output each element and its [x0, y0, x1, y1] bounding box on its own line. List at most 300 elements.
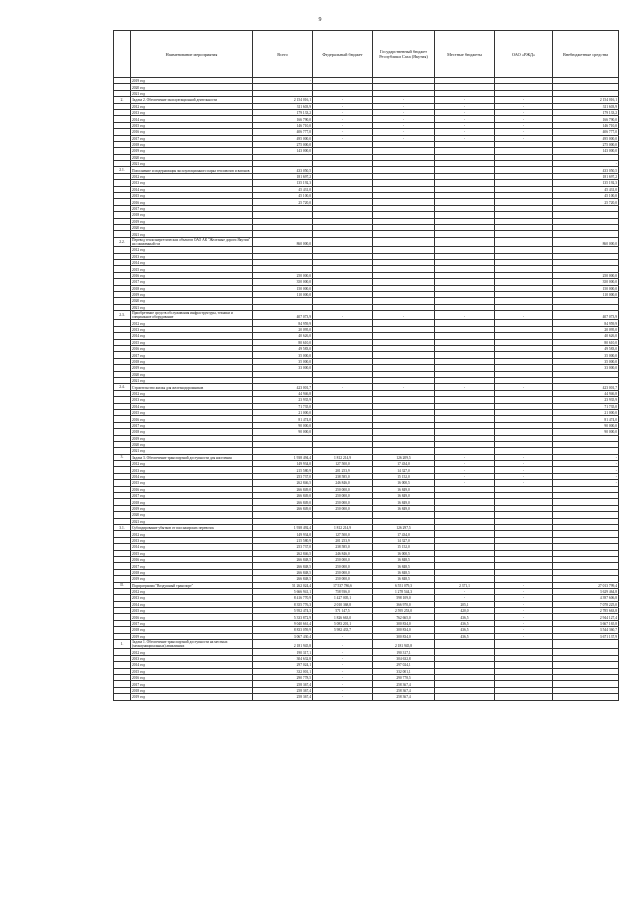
- cell-rzd: -: [495, 473, 553, 479]
- cell-republic: 300 834,0: [373, 620, 435, 626]
- cell-total: 84 959,9: [253, 320, 313, 326]
- cell-extra: 7 078 225,0: [553, 601, 619, 607]
- cell-federal: -: [313, 681, 373, 687]
- cell-extra: 181 697,2: [553, 173, 619, 179]
- cell-extra: 407 073,9: [553, 311, 619, 320]
- cell-rzd: -: [495, 454, 553, 460]
- cell-extra: 275 000,0: [553, 141, 619, 147]
- cell-name: 2015 год: [131, 266, 253, 272]
- cell-republic: 16 849,0: [373, 486, 435, 492]
- table-row: [114, 237, 619, 246]
- cell-federal: 246 846,0: [313, 550, 373, 556]
- cell-local: 436,5: [435, 627, 495, 633]
- cell-name: 2014 год: [131, 333, 253, 339]
- cell-name: Перевод теплоэнергетических объектов ОАО АК "Железные дороги Якутии" на сжиженный газ: [131, 237, 253, 246]
- cell-rzd: -: [495, 384, 553, 390]
- cell-number: 1.: [114, 640, 131, 649]
- cell-number: 2.1.: [114, 167, 131, 173]
- cell-extra: 20 095,0: [553, 326, 619, 332]
- cell-name: 2012 год: [131, 461, 253, 467]
- cell-name: 2020 год: [131, 298, 253, 304]
- cell-extra: 33 000,0: [553, 365, 619, 371]
- cell-total: 8 416 770,9: [253, 595, 313, 601]
- cell-extra: 2 785 663,8: [553, 608, 619, 614]
- cell-republic: 16 000,5: [373, 550, 435, 556]
- cell-name: 2021 год: [131, 518, 253, 524]
- cell-total: 495 000,0: [253, 135, 313, 141]
- cell-federal: -: [313, 674, 373, 680]
- cell-republic: -: [373, 384, 435, 390]
- cell-name: 2015 год: [131, 409, 253, 415]
- cell-name: 2020 год: [131, 371, 253, 377]
- cell-republic: 6 551 079,3: [373, 582, 435, 588]
- header-rzd: ОАО «РЖД»: [495, 31, 553, 78]
- cell-name: 2015 год: [131, 608, 253, 614]
- cell-federal: -: [313, 384, 373, 390]
- cell-rzd: -: [495, 480, 553, 486]
- cell-total: 90 000,0: [253, 422, 313, 428]
- cell-number: 2.: [114, 97, 131, 103]
- cell-name: Строительство жилья для железнодорожников: [131, 384, 253, 390]
- cell-number: 2.2.: [114, 237, 131, 246]
- page-number: 9: [318, 17, 322, 23]
- cell-rzd: -: [495, 97, 553, 103]
- cell-republic: 126 297,5: [373, 524, 435, 530]
- cell-extra: -: [553, 161, 619, 167]
- cell-total: 5 666 941,1: [253, 588, 313, 594]
- cell-republic: 126 209,5: [373, 454, 435, 460]
- cell-total: 860 000,0: [253, 237, 313, 246]
- cell-total: 166 790,0: [253, 116, 313, 122]
- cell-name: 2014 год: [131, 259, 253, 265]
- cell-rzd: [495, 640, 553, 649]
- cell-name: 2017 год: [131, 422, 253, 428]
- cell-name: 2017 год: [131, 493, 253, 499]
- cell-federal: -: [313, 694, 373, 700]
- cell-federal: 246 846,0: [313, 480, 373, 486]
- cell-total: 143 000,0: [253, 148, 313, 154]
- cell-republic: 16 849,0: [373, 493, 435, 499]
- cell-rzd: -: [495, 467, 553, 473]
- cell-name: 2012 год: [131, 531, 253, 537]
- cell-republic: 16 848,5: [373, 563, 435, 569]
- cell-local: 436,5: [435, 633, 495, 639]
- cell-name: Задача 2. Обеспечение эксплуатационной деятельности: [131, 97, 253, 103]
- table-row: [114, 311, 619, 320]
- cell-rzd: -: [495, 116, 553, 122]
- cell-local: [435, 694, 495, 700]
- cell-name: 2017 год: [131, 279, 253, 285]
- cell-name: 2016 год: [131, 199, 253, 205]
- cell-name: 2015 год: [131, 480, 253, 486]
- cell-federal: 127 500,0: [313, 531, 373, 537]
- cell-name: 2020 год: [131, 154, 253, 160]
- cell-total: 5 952 474,3: [253, 608, 313, 614]
- cell-total: 146 710,0: [253, 122, 313, 128]
- cell-total: 290 778,5: [253, 674, 313, 680]
- cell-total: 253 737,0: [253, 473, 313, 479]
- cell-name: 2018 год: [131, 285, 253, 291]
- cell-name: 2014 год: [131, 601, 253, 607]
- cell-total: 2 154 016,1: [253, 97, 313, 103]
- cell-name: 2014 год: [131, 116, 253, 122]
- cell-republic: 258 367,4: [373, 694, 435, 700]
- cell-republic: 2 181 945,8: [373, 640, 435, 649]
- cell-extra: 45 100,0: [553, 193, 619, 199]
- cell-number: 3.: [114, 454, 131, 460]
- cell-republic: 14 327,0: [373, 467, 435, 473]
- cell-name: 2013 год: [131, 595, 253, 601]
- cell-name: 2015 год: [131, 550, 253, 556]
- cell-republic: 258 367,4: [373, 681, 435, 687]
- cell-total: 90 000,0: [253, 429, 313, 435]
- cell-extra: 81 474,0: [553, 416, 619, 422]
- cell-federal: 1 427 005,1: [313, 595, 373, 601]
- cell-local: -: [435, 129, 495, 135]
- cell-total: 1 938 494,4: [253, 454, 313, 460]
- cell-republic: 14 327,0: [373, 537, 435, 543]
- cell-federal: -: [313, 97, 373, 103]
- cell-total: 181 697,2: [253, 173, 313, 179]
- cell-name: 2019 год: [131, 365, 253, 371]
- cell-republic: 332 001,1: [373, 668, 435, 674]
- cell-extra: 433 050,5: [553, 167, 619, 173]
- cell-local: -: [435, 97, 495, 103]
- cell-rzd: [495, 237, 553, 246]
- cell-name: 2018 год: [131, 141, 253, 147]
- cell-total: 258 367,4: [253, 681, 313, 687]
- cell-republic: 300 834,0: [373, 627, 435, 633]
- cell-republic: 16 848,5: [373, 576, 435, 582]
- cell-extra: 135 192,3: [553, 180, 619, 186]
- cell-name: 2013 год: [131, 253, 253, 259]
- cell-republic: 16 848,5: [373, 569, 435, 575]
- cell-name: 2012 год: [131, 649, 253, 655]
- cell-federal: -: [313, 633, 373, 639]
- cell-local: -: [435, 116, 495, 122]
- cell-name: 2016 год: [131, 556, 253, 562]
- cell-extra: 143 000,0: [553, 148, 619, 154]
- cell-rzd: -: [495, 608, 553, 614]
- cell-extra: 166 790,0: [553, 116, 619, 122]
- cell-name: 2019 год: [131, 218, 253, 224]
- cell-federal: 571 147,5: [313, 608, 373, 614]
- cell-extra: 3 671 137,9: [553, 633, 619, 639]
- cell-total: 407 073,9: [253, 311, 313, 320]
- cell-name: 2018 год: [131, 358, 253, 364]
- cell-republic: 190 317,1: [373, 649, 435, 655]
- cell-total: 253 737,0: [253, 544, 313, 550]
- cell-rzd: -: [495, 103, 553, 109]
- cell-name: 2021 год: [131, 90, 253, 96]
- cell-republic: 16 849,0: [373, 499, 435, 505]
- cell-name: 2018 год: [131, 499, 253, 505]
- cell-total: 149 934,0: [253, 531, 313, 537]
- cell-extra: 406 777,0: [553, 129, 619, 135]
- cell-republic: 15 152,0: [373, 544, 435, 550]
- cell-name: 2019 год: [131, 148, 253, 154]
- cell-name: 2012 год: [131, 103, 253, 109]
- cell-rzd: -: [495, 595, 553, 601]
- cell-extra: -: [553, 480, 619, 486]
- cell-total: -: [253, 78, 313, 84]
- cell-federal: 1 826 663,0: [313, 614, 373, 620]
- cell-name: 2021 год: [131, 448, 253, 454]
- cell-name: 2015 год: [131, 668, 253, 674]
- cell-total: 250 000,0: [253, 272, 313, 278]
- cell-federal: 1 812 214,9: [313, 524, 373, 530]
- cell-total: 266 849,0: [253, 493, 313, 499]
- cell-total: 262 846,5: [253, 480, 313, 486]
- cell-local: -: [435, 588, 495, 594]
- cell-name: 2019 год: [131, 633, 253, 639]
- cell-total: 5 333 872,9: [253, 614, 313, 620]
- cell-extra: 3 544 360,7: [553, 627, 619, 633]
- cell-total: 266 849,0: [253, 486, 313, 492]
- cell-rzd: -: [495, 122, 553, 128]
- cell-total: 275 000,0: [253, 141, 313, 147]
- cell-total: 262 846,5: [253, 550, 313, 556]
- cell-total: 80 610,0: [253, 339, 313, 345]
- cell-federal: 250 000,0: [313, 556, 373, 562]
- cell-total: 2 181 945,8: [253, 640, 313, 649]
- cell-number: 3.1.: [114, 524, 131, 530]
- cell-name: 2016 год: [131, 129, 253, 135]
- cell-local: [435, 640, 495, 649]
- cell-name: Пополнение и модернизация эксплуатационного парка тепловозов и вагонов: [131, 167, 253, 173]
- cell-name: 2019 год: [131, 78, 253, 84]
- header-extra: Внебюджетные средства: [553, 31, 619, 78]
- cell-federal: -: [313, 311, 373, 320]
- cell-federal: -: [313, 662, 373, 668]
- cell-name: 2017 год: [131, 681, 253, 687]
- cell-total: 49 583,0: [253, 346, 313, 352]
- cell-republic: [373, 237, 435, 246]
- cell-federal: 5 083 201,1: [313, 620, 373, 626]
- cell-federal: -: [313, 129, 373, 135]
- cell-extra: 23 935,9: [553, 397, 619, 403]
- cell-extra: 423 001,7: [553, 384, 619, 390]
- cell-local: -: [435, 595, 495, 601]
- cell-total: 423 001,7: [253, 384, 313, 390]
- cell-name: 2012 год: [131, 390, 253, 396]
- cell-federal: -: [313, 687, 373, 693]
- cell-extra: 3 629 464,8: [553, 588, 619, 594]
- cell-federal: 127 500,0: [313, 461, 373, 467]
- cell-total: 258 367,4: [253, 694, 313, 700]
- cell-total: 406 777,0: [253, 129, 313, 135]
- cell-total: 266 849,0: [253, 505, 313, 511]
- cell-total: 44 946,8: [253, 390, 313, 396]
- cell-name: 2019 год: [131, 435, 253, 441]
- cell-rzd: -: [495, 129, 553, 135]
- cell-name: 2021 год: [131, 378, 253, 384]
- cell-extra: 35 000,0: [553, 352, 619, 358]
- cell-name: 2016 год: [131, 674, 253, 680]
- cell-name: 2012 год: [131, 320, 253, 326]
- cell-total: 311 603,9: [253, 103, 313, 109]
- cell-republic: 17 434,0: [373, 461, 435, 467]
- cell-total: 8 355 776,3: [253, 601, 313, 607]
- cell-name: 2019 год: [131, 291, 253, 297]
- cell-total: 9 040 661,4: [253, 620, 313, 626]
- cell-total: 45 100,0: [253, 193, 313, 199]
- cell-total: 215 580,9: [253, 537, 313, 543]
- cell-extra: [553, 694, 619, 700]
- cell-local: -: [435, 473, 495, 479]
- cell-republic: 366 970,0: [373, 601, 435, 607]
- cell-total: 190 317,1: [253, 649, 313, 655]
- cell-federal: 201 253,9: [313, 467, 373, 473]
- cell-rzd: -: [495, 620, 553, 626]
- cell-extra: 25 720,0: [553, 199, 619, 205]
- cell-total: 258 367,4: [253, 687, 313, 693]
- cell-local: -: [435, 103, 495, 109]
- cell-extra: -: [553, 461, 619, 467]
- cell-extra: 80 610,0: [553, 339, 619, 345]
- cell-federal: -: [313, 655, 373, 661]
- cell-number: [114, 694, 131, 700]
- cell-total: 8 833 059,9: [253, 627, 313, 633]
- cell-name: 2013 год: [131, 397, 253, 403]
- cell-extra: 350 000,0: [553, 279, 619, 285]
- cell-rzd: -: [495, 135, 553, 141]
- cell-name: 2020 год: [131, 512, 253, 518]
- cell-federal: 758 936,0: [313, 588, 373, 594]
- cell-rzd: -: [495, 311, 553, 320]
- cell-federal: -: [313, 103, 373, 109]
- cell-local: 436,5: [435, 614, 495, 620]
- cell-name: 2016 год: [131, 272, 253, 278]
- cell-name: 2021 год: [131, 231, 253, 237]
- header-federal: Федеральный бюджет: [313, 31, 373, 78]
- cell-extra: 4 397 606,8: [553, 595, 619, 601]
- cell-total: 71 735,0: [253, 403, 313, 409]
- cell-name: 2015 год: [131, 193, 253, 199]
- cell-federal: 250 000,0: [313, 563, 373, 569]
- cell-federal: 250 000,0: [313, 505, 373, 511]
- cell-name: 2020 год: [131, 441, 253, 447]
- cell-name: 2019 год: [131, 694, 253, 700]
- cell-name: 2018 год: [131, 687, 253, 693]
- cell-extra: 2 944 127,4: [553, 614, 619, 620]
- cell-total: 35 000,0: [253, 358, 313, 364]
- cell-name: 2014 год: [131, 544, 253, 550]
- cell-name: Субсидирование убытков от пассажирских перевозок: [131, 524, 253, 530]
- cell-name: 2013 год: [131, 655, 253, 661]
- cell-name: 2016 год: [131, 346, 253, 352]
- cell-republic: -: [373, 97, 435, 103]
- cell-extra: 2 154 016,1: [553, 97, 619, 103]
- cell-name: 2018 год: [131, 212, 253, 218]
- cell-republic: -: [373, 129, 435, 135]
- cell-republic: -: [373, 135, 435, 141]
- cell-name: 2019 год: [131, 576, 253, 582]
- cell-republic: 297 024,1: [373, 662, 435, 668]
- cell-extra: 90 000,0: [553, 429, 619, 435]
- cell-federal: -: [313, 640, 373, 649]
- cell-local: [435, 237, 495, 246]
- cell-extra: 179 133,2: [553, 109, 619, 115]
- table-row: [114, 694, 619, 700]
- cell-federal: 2 010 368,8: [313, 601, 373, 607]
- cell-local: 2 371,1: [435, 582, 495, 588]
- cell-name: 2021 год: [131, 304, 253, 310]
- cell-extra: [553, 640, 619, 649]
- cell-republic: 16 000,5: [373, 480, 435, 486]
- cell-name: 2016 год: [131, 614, 253, 620]
- cell-republic: 16 848,5: [373, 556, 435, 562]
- cell-name: 2014 год: [131, 662, 253, 668]
- cell-total: 266 848,5: [253, 556, 313, 562]
- header-local: Местные бюджеты: [435, 31, 495, 78]
- cell-total: 297 024,1: [253, 662, 313, 668]
- cell-total: 433 050,5: [253, 167, 313, 173]
- cell-name: 2012 год: [131, 588, 253, 594]
- cell-republic: 258 367,4: [373, 687, 435, 693]
- cell-name: Приобретение средств обслуживания инфраструктуры, техники и специальное оборудование: [131, 311, 253, 320]
- cell-extra: 311 603,9: [553, 103, 619, 109]
- cell-name: 2017 год: [131, 135, 253, 141]
- cell-name: 2013 год: [131, 537, 253, 543]
- cell-rzd: [495, 694, 553, 700]
- cell-federal: 5 982 433,7: [313, 627, 373, 633]
- cell-federal: [313, 237, 373, 246]
- cell-local: -: [435, 135, 495, 141]
- cell-republic: -: [373, 109, 435, 115]
- cell-name: Подпрограмма "Воздушный транспорт": [131, 582, 253, 588]
- cell-name: 2013 год: [131, 467, 253, 473]
- cell-total: 20 095,0: [253, 326, 313, 332]
- cell-federal: -: [313, 668, 373, 674]
- cell-federal: 250 000,0: [313, 486, 373, 492]
- cell-name: 2012 год: [131, 247, 253, 253]
- cell-local: 436,5: [435, 620, 495, 626]
- header-total: Всего: [253, 31, 313, 78]
- cell-total: 110 000,0: [253, 291, 313, 297]
- cell-federal: -: [313, 135, 373, 141]
- cell-name: 2020 год: [131, 84, 253, 90]
- cell-local: -: [435, 480, 495, 486]
- cell-name: 2017 год: [131, 205, 253, 211]
- cell-name: 2016 год: [131, 486, 253, 492]
- cell-extra: 35 000,0: [553, 358, 619, 364]
- cell-name: 2020 год: [131, 224, 253, 230]
- cell-name: 2018 год: [131, 627, 253, 633]
- cell-total: 33 000,0: [253, 365, 313, 371]
- cell-total: 266 849,0: [253, 499, 313, 505]
- cell-federal: -: [313, 116, 373, 122]
- cell-total: 266 848,5: [253, 563, 313, 569]
- cell-extra: 21 000,0: [553, 409, 619, 415]
- cell-republic: 15 152,0: [373, 473, 435, 479]
- cell-rzd: -: [495, 588, 553, 594]
- header-name: Наименование мероприятия: [131, 31, 253, 78]
- cell-total: 215 580,9: [253, 467, 313, 473]
- cell-total: 81 474,0: [253, 416, 313, 422]
- cell-name: 2013 год: [131, 109, 253, 115]
- cell-federal: 250 000,0: [313, 576, 373, 582]
- cell-republic: 304 632,8: [373, 655, 435, 661]
- cell-total: 23 935,9: [253, 397, 313, 403]
- cell-extra: -: [553, 454, 619, 460]
- table-header-row: [114, 31, 619, 78]
- cell-local: -: [435, 461, 495, 467]
- cell-name: 2013 год: [131, 180, 253, 186]
- cell-federal: 17 537 786,6: [313, 582, 373, 588]
- cell-local: -: [435, 122, 495, 128]
- cell-rzd: -: [495, 601, 553, 607]
